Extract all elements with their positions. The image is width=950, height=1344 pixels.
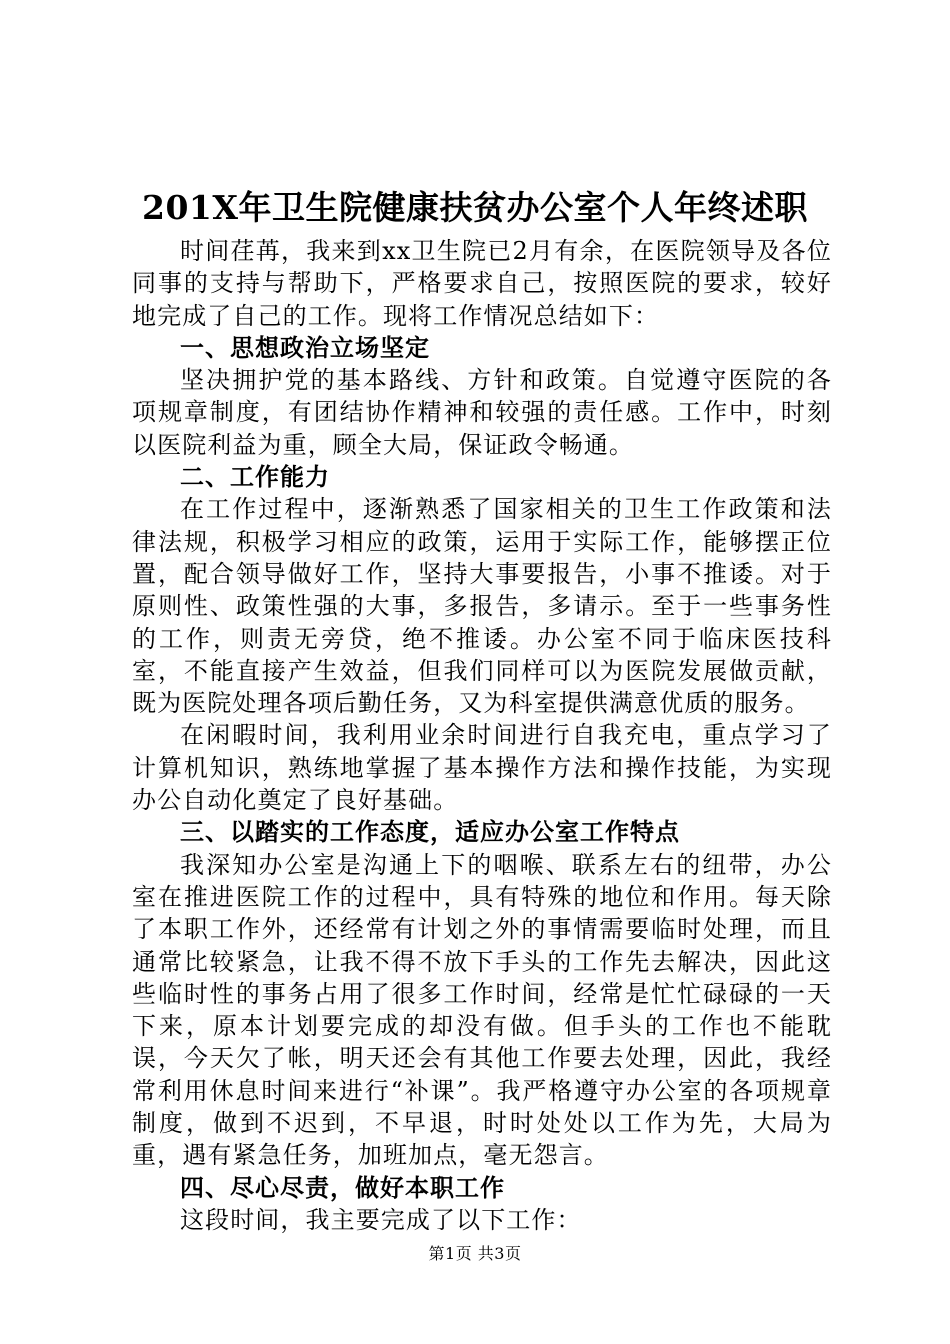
section-2-paragraph-2: 在闲暇时间，我利用业余时间进行自我充电，重点学习了计算机知识，熟练地掌握了基本操作方法和操作技能，为实现办公自动化奠定了良好基础。 [132, 721, 832, 815]
section-2-heading: 二、工作能力 [180, 462, 330, 492]
section-4-paragraph-1: 这段时间，我主要完成了以下工作： [180, 1205, 582, 1234]
section-2-paragraph-1: 在工作过程中，逐渐熟悉了国家相关的卫生工作政策和法律法规，积极学习相应的政策，运用于实际工作，能够摆正位置，配合领导做好工作，坚持大事要报告，小事不推诿。对于原则性、政策性强的大事，多报告，多请示。至于一些事务性的工作，则责无旁贷，绝不推诿。办公室不同于临床医技科室，不能直接产生效益，但我们同样可以为医院发展做贡献，既为医院处理各项后勤任务，又为科室提供满意优质的服务。 [132, 495, 832, 718]
section-4-heading: 四、尽心尽责，做好本职工作 [180, 1172, 505, 1202]
page-number-footer: 第1页 共3页 [428, 1244, 522, 1263]
document-body [132, 235, 832, 1236]
section-1-heading: 一、思想政治立场坚定 [180, 332, 430, 362]
section-1-paragraph-1: 坚决拥护党的基本路线、方针和政策。自觉遵守医院的各项规章制度，有团结协作精神和较强的责任感。工作中，时刻以医院利益为重，顾全大局，保证政令畅通。 [132, 366, 832, 459]
section-3-heading: 三、以踏实的工作态度，适应办公室工作特点 [180, 817, 680, 847]
section-3-paragraph-1: 我深知办公室是沟通上下的咽喉、联系左右的纽带，办公室在推进医院工作的过程中，具有特殊的地位和作用。每天除了本职工作外，还经常有计划之外的事情需要临时处理，而且通常比较紧急，让我不得不放下手头的工作先去解决，因此这些临时性的事务占用了很多工作时间，经常是忙忙碌碌的一天下来，原本计划要完成的却没有做。但手头的工作也不能耽误，今天欠了帐，明天还会有其他工作要去处理，因此，我经常利用休息时间来进行“补课”。我严格遵守办公室的各项规章制度，做到不迟到，不早退，时时处处以工作为先，大局为重，遇有紧急任务，加班加点，毫无怨言。 [132, 850, 832, 1170]
intro-paragraph: 时间荏苒，我来到xx卫生院已2月有余，在医院领导及各位同事的支持与帮助下，严格要求自己，按照医院的要求，较好地完成了自己的工作。现将工作情况总结如下： [132, 237, 832, 330]
document-title: 201X年卫生院健康扶贫办公室个人年终述职 [142, 188, 808, 227]
